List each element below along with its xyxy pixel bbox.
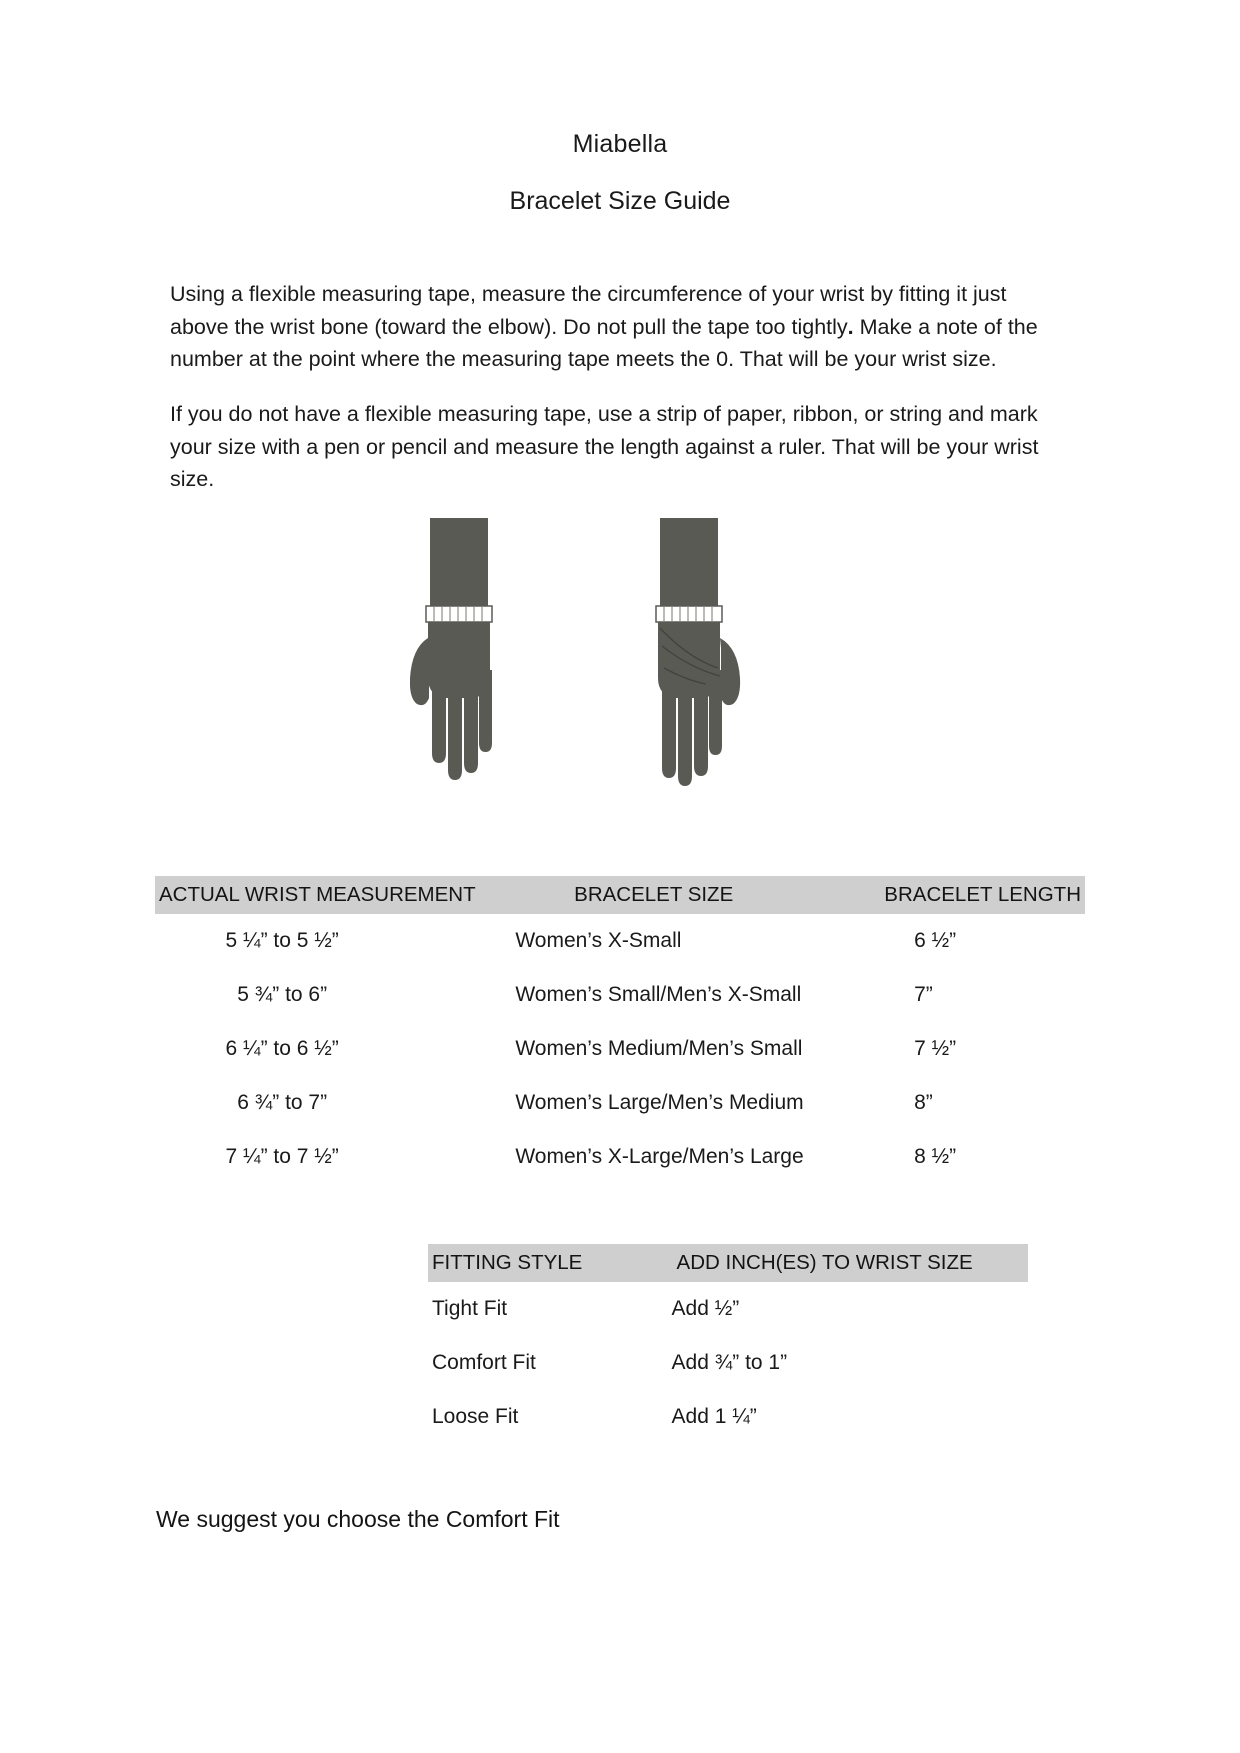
table-row <box>428 1390 1028 1444</box>
right-hand-graphic <box>656 518 740 786</box>
page-title: Bracelet Size Guide <box>509 187 731 215</box>
header-actual-wrist-measurement: ACTUAL WRIST MEASUREMENT <box>155 876 493 914</box>
cell-bracelet-length: 8” <box>914 1091 933 1115</box>
table-row <box>428 1282 1028 1336</box>
cell-bracelet-length: 7” <box>914 983 933 1007</box>
cell-add-inches: Add ¾” to 1” <box>671 1351 788 1375</box>
table-row <box>155 968 1085 1022</box>
table-row <box>155 914 1085 968</box>
intro-paragraph-1-part2: Make a note of the number at the point where the measuring tape meets the 0. That will be your wrist size. <box>170 314 1038 372</box>
intro-paragraph-1 <box>170 278 1070 376</box>
title-block <box>0 0 1240 216</box>
cell-fitting-style: Tight Fit <box>432 1297 508 1321</box>
table-row <box>428 1336 1028 1390</box>
cell-fitting-style: Comfort Fit <box>432 1351 536 1375</box>
cell-wrist-measurement: 6 ¼” to 6 ½” <box>225 1037 339 1061</box>
recommendation-note: We suggest you choose the Comfort Fit <box>156 1506 560 1533</box>
header-bracelet-length: BRACELET LENGTH <box>814 876 1085 914</box>
table-header-row <box>428 1244 1028 1282</box>
table-row <box>155 1022 1085 1076</box>
cell-add-inches: Add 1 ¼” <box>671 1405 757 1429</box>
cell-bracelet-size: Women’s Medium/Men’s Small <box>515 1037 803 1061</box>
cell-wrist-measurement: 5 ¾” to 6” <box>237 983 328 1007</box>
hands-illustration <box>0 518 1240 848</box>
cell-bracelet-size: Women’s Small/Men’s X-Small <box>515 983 802 1007</box>
header-fitting-style: FITTING STYLE <box>428 1244 642 1282</box>
cell-bracelet-size: Women’s X-Small <box>515 929 682 953</box>
table-row <box>155 1076 1085 1130</box>
fitting-table-wrap <box>200 1244 973 1444</box>
header-bracelet-size: BRACELET SIZE <box>493 876 814 914</box>
cell-bracelet-length: 7 ½” <box>914 1037 957 1061</box>
cell-bracelet-size: Women’s X-Large/Men’s Large <box>515 1145 804 1169</box>
size-table-wrap <box>155 876 1085 1184</box>
cell-wrist-measurement: 5 ¼” to 5 ½” <box>225 929 339 953</box>
cell-bracelet-length: 8 ½” <box>914 1145 957 1169</box>
left-hand-graphic <box>410 518 492 780</box>
cell-fitting-style: Loose Fit <box>432 1405 519 1429</box>
cell-add-inches: Add ½” <box>671 1297 740 1321</box>
intro-text <box>170 216 1070 496</box>
table-row <box>155 1130 1085 1184</box>
intro-paragraph-1-part1: Using a flexible measuring tape, measure the circumference of your wrist by fitting it just above the wrist bone (toward the elbow). Do not pull the tape too tightly <box>170 282 1007 339</box>
table-header-row <box>155 876 1085 914</box>
intro-paragraph-2: If you do not have a flexible measuring tape, use a strip of paper, ribbon, or string and mark your size with a pen or pencil and measure the length against a ruler. That will be your wrist size. <box>170 402 1039 492</box>
bracelet-size-table <box>155 876 1085 1184</box>
cell-wrist-measurement: 7 ¼” to 7 ½” <box>225 1145 339 1169</box>
header-add-inches: ADD INCH(ES) TO WRIST SIZE <box>642 1244 1028 1282</box>
fitting-style-table <box>428 1244 1028 1444</box>
cell-bracelet-length: 6 ½” <box>914 929 957 953</box>
intro-paragraph-1-bold: . <box>847 314 854 339</box>
brand-title: Miabella <box>572 130 668 158</box>
cell-wrist-measurement: 6 ¾” to 7” <box>237 1091 328 1115</box>
cell-bracelet-size: Women’s Large/Men’s Medium <box>515 1091 804 1115</box>
